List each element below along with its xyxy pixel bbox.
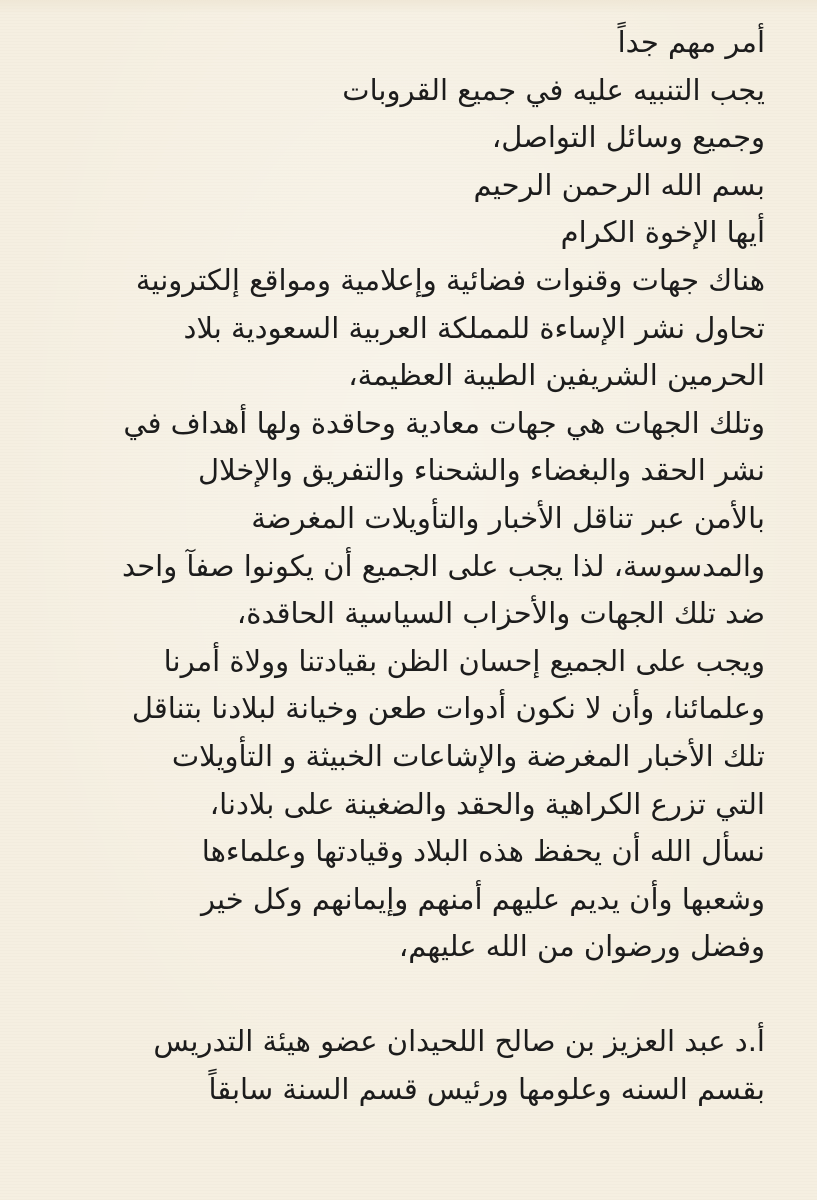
note-line: بالأمن عبر تناقل الأخبار والتأويلات المغرضة xyxy=(251,500,765,535)
note-line: وعلمائنا، وأن لا نكون أدوات طعن وخيانة لبلادنا بتناقل xyxy=(131,691,765,726)
note-line: ضد تلك الجهات والأحزاب السياسية الحاقدة، xyxy=(236,596,765,631)
note-line: وتلك الجهات هي جهات معادية وحاقدة ولها أهداف في xyxy=(123,405,765,440)
note-line: وجميع وسائل التواصل، xyxy=(491,120,765,155)
note-line: والمدسوسة، لذا يجب على الجميع أن يكونوا صفآ واحد xyxy=(121,548,765,583)
blank-line xyxy=(20,971,765,1019)
note-line: بسم الله الرحمن الرحيم xyxy=(473,167,765,202)
note-line: ويجب على الجميع إحسان الظن بقيادتنا وولاة أمرنا xyxy=(163,643,765,678)
note-line: نسأل الله أن يحفظ هذه البلاد وقيادتها وعلماءها xyxy=(201,834,765,869)
note-line: نشر الحقد والبغضاء والشحناء والتفريق والإخلال xyxy=(198,453,765,488)
note-line: وفضل ورضوان من الله عليهم، xyxy=(398,929,765,964)
top-edge-shadow xyxy=(0,0,817,14)
note-line: تحاول نشر الإساءة للمملكة العربية السعودية بلاد xyxy=(183,310,765,345)
note-line: أمر مهم جداً xyxy=(617,25,765,59)
note-line: وشعبها وأن يديم عليهم أمنهم وإيمانهم وكل خير xyxy=(200,881,765,916)
signature-line: أ.د عبد العزيز بن صالح اللحيدان عضو هيئة التدريس xyxy=(153,1024,765,1059)
note-text-body xyxy=(20,19,765,1114)
note-line: تلك الأخبار المغرضة والإشاعات الخبيثة و التأويلات xyxy=(171,738,765,773)
note-line: أيها الإخوة الكرام xyxy=(560,215,765,250)
signature-line: بقسم السنه وعلومها ورئيس قسم السنة سابقاً xyxy=(208,1072,765,1107)
note-line: الحرمين الشريفين الطيبة العظيمة، xyxy=(348,358,765,393)
note-line: يجب التنبيه عليه في جميع القروبات xyxy=(342,72,765,107)
note-line: التي تزرع الكراهية والحقد والضغينة على بلادنا، xyxy=(209,786,765,821)
note-line: هناك جهات وقنوات فضائية وإعلامية ومواقع إلكترونية xyxy=(135,262,765,297)
